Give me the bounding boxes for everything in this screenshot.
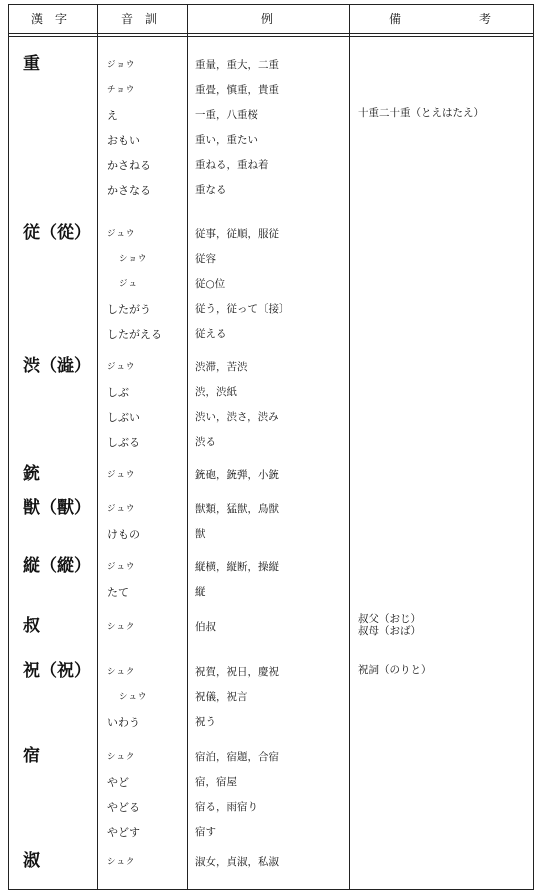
on-reading: ジュウ	[107, 504, 136, 514]
kun-reading: しぶる	[107, 436, 140, 449]
kanji-entry: 叔	[23, 616, 40, 636]
kun-reading: え	[107, 109, 118, 122]
usage-example: 祝儀，祝言	[195, 691, 248, 703]
usage-example: 宿，宿屋	[195, 776, 237, 788]
usage-example: 渋る	[195, 436, 216, 448]
kanji-entry: 渋（澁）	[23, 356, 91, 376]
kanji-table	[8, 4, 534, 890]
usage-example: 渋い，渋さ，渋み	[195, 411, 279, 423]
usage-example: 宿る，雨宿り	[195, 801, 258, 813]
kanji-entry: 銃	[23, 464, 40, 484]
usage-example: 銃砲，銃弾，小銃	[195, 469, 279, 481]
kun-reading: けもの	[107, 528, 140, 541]
usage-example: 縦横，縦断，操縦	[195, 561, 279, 573]
kun-reading: やどす	[107, 826, 140, 839]
column-divider	[187, 5, 188, 889]
kanji-entry: 祝（祝）	[23, 661, 91, 681]
kun-reading: たて	[107, 586, 129, 599]
remark-note: 十重二十重（とえはたえ）	[358, 107, 484, 119]
usage-example: 渋，渋紙	[195, 386, 237, 398]
header-remark-1: 備	[389, 12, 402, 26]
kun-reading: やどる	[107, 801, 140, 814]
usage-example: 従○位	[195, 278, 226, 290]
on-reading: ジュウ	[107, 562, 136, 572]
usage-example: 祝う	[195, 716, 216, 728]
kun-reading: かさなる	[107, 184, 151, 197]
usage-example: 重ねる，重ね着	[195, 159, 269, 171]
usage-example: 獣	[195, 528, 206, 540]
kanji-entry: 獣（獸）	[23, 498, 91, 518]
on-reading: シュク	[107, 667, 136, 677]
kun-reading: やど	[107, 776, 129, 789]
usage-example: 渋滞，苦渋	[195, 361, 248, 373]
kanji-entry: 淑	[23, 851, 40, 871]
kun-reading: したがえる	[107, 328, 162, 341]
on-reading: ジョウ	[107, 60, 136, 70]
header-kanji: 漢 字	[31, 12, 68, 26]
column-divider	[349, 5, 350, 889]
usage-example: 重畳，慎重，貴重	[195, 84, 279, 96]
on-reading: ジュウ	[107, 362, 136, 372]
header-example: 例	[261, 12, 274, 26]
on-reading: ジュウ	[107, 229, 136, 239]
usage-example: 淑女，貞淑，私淑	[195, 856, 279, 868]
on-reading: シュウ	[119, 692, 148, 702]
usage-example: 獣類，猛獣，鳥獣	[195, 503, 279, 515]
header-divider	[9, 36, 533, 37]
kanji-entry: 縦（縱）	[23, 556, 91, 576]
usage-example: 祝賀，祝日，慶祝	[195, 666, 279, 678]
remark-note: 叔父（おじ） 叔母（おば）	[358, 613, 421, 637]
usage-example: 従える	[195, 328, 227, 340]
on-reading: ジュ	[119, 279, 138, 289]
column-divider	[97, 5, 98, 889]
usage-example: 一重，八重桜	[195, 109, 258, 121]
usage-example: 従容	[195, 253, 216, 265]
kun-reading: しぶ	[107, 386, 129, 399]
kun-reading: おもい	[107, 134, 140, 147]
kanji-entry: 従（從）	[23, 223, 91, 243]
kun-reading: かさねる	[107, 159, 151, 172]
usage-example: 従事，従順，服従	[195, 228, 279, 240]
on-reading: シュク	[107, 752, 136, 762]
remark-note: 祝詞（のりと）	[358, 664, 432, 676]
usage-example: 宿泊，宿題，合宿	[195, 751, 279, 763]
header-divider	[9, 33, 533, 34]
on-reading: チョウ	[107, 85, 136, 95]
usage-example: 宿す	[195, 826, 216, 838]
kun-reading: しぶい	[107, 411, 140, 424]
on-reading: ショウ	[119, 254, 148, 264]
on-reading: シュク	[107, 857, 136, 867]
usage-example: 従う，従って〔接〕	[195, 303, 290, 315]
kanji-entry: 重	[23, 54, 40, 74]
usage-example: 縦	[195, 586, 206, 598]
kanji-entry: 宿	[23, 746, 40, 766]
on-reading: シュク	[107, 622, 136, 632]
header-reading: 音 訓	[121, 12, 158, 26]
usage-example: 重量，重大，二重	[195, 59, 279, 71]
usage-example: 重なる	[195, 184, 227, 196]
header-remark-2: 考	[479, 12, 492, 26]
kun-reading: したがう	[107, 303, 151, 316]
usage-example: 重い，重たい	[195, 134, 258, 146]
on-reading: ジュウ	[107, 470, 136, 480]
usage-example: 伯叔	[195, 621, 216, 633]
kun-reading: いわう	[107, 716, 140, 729]
